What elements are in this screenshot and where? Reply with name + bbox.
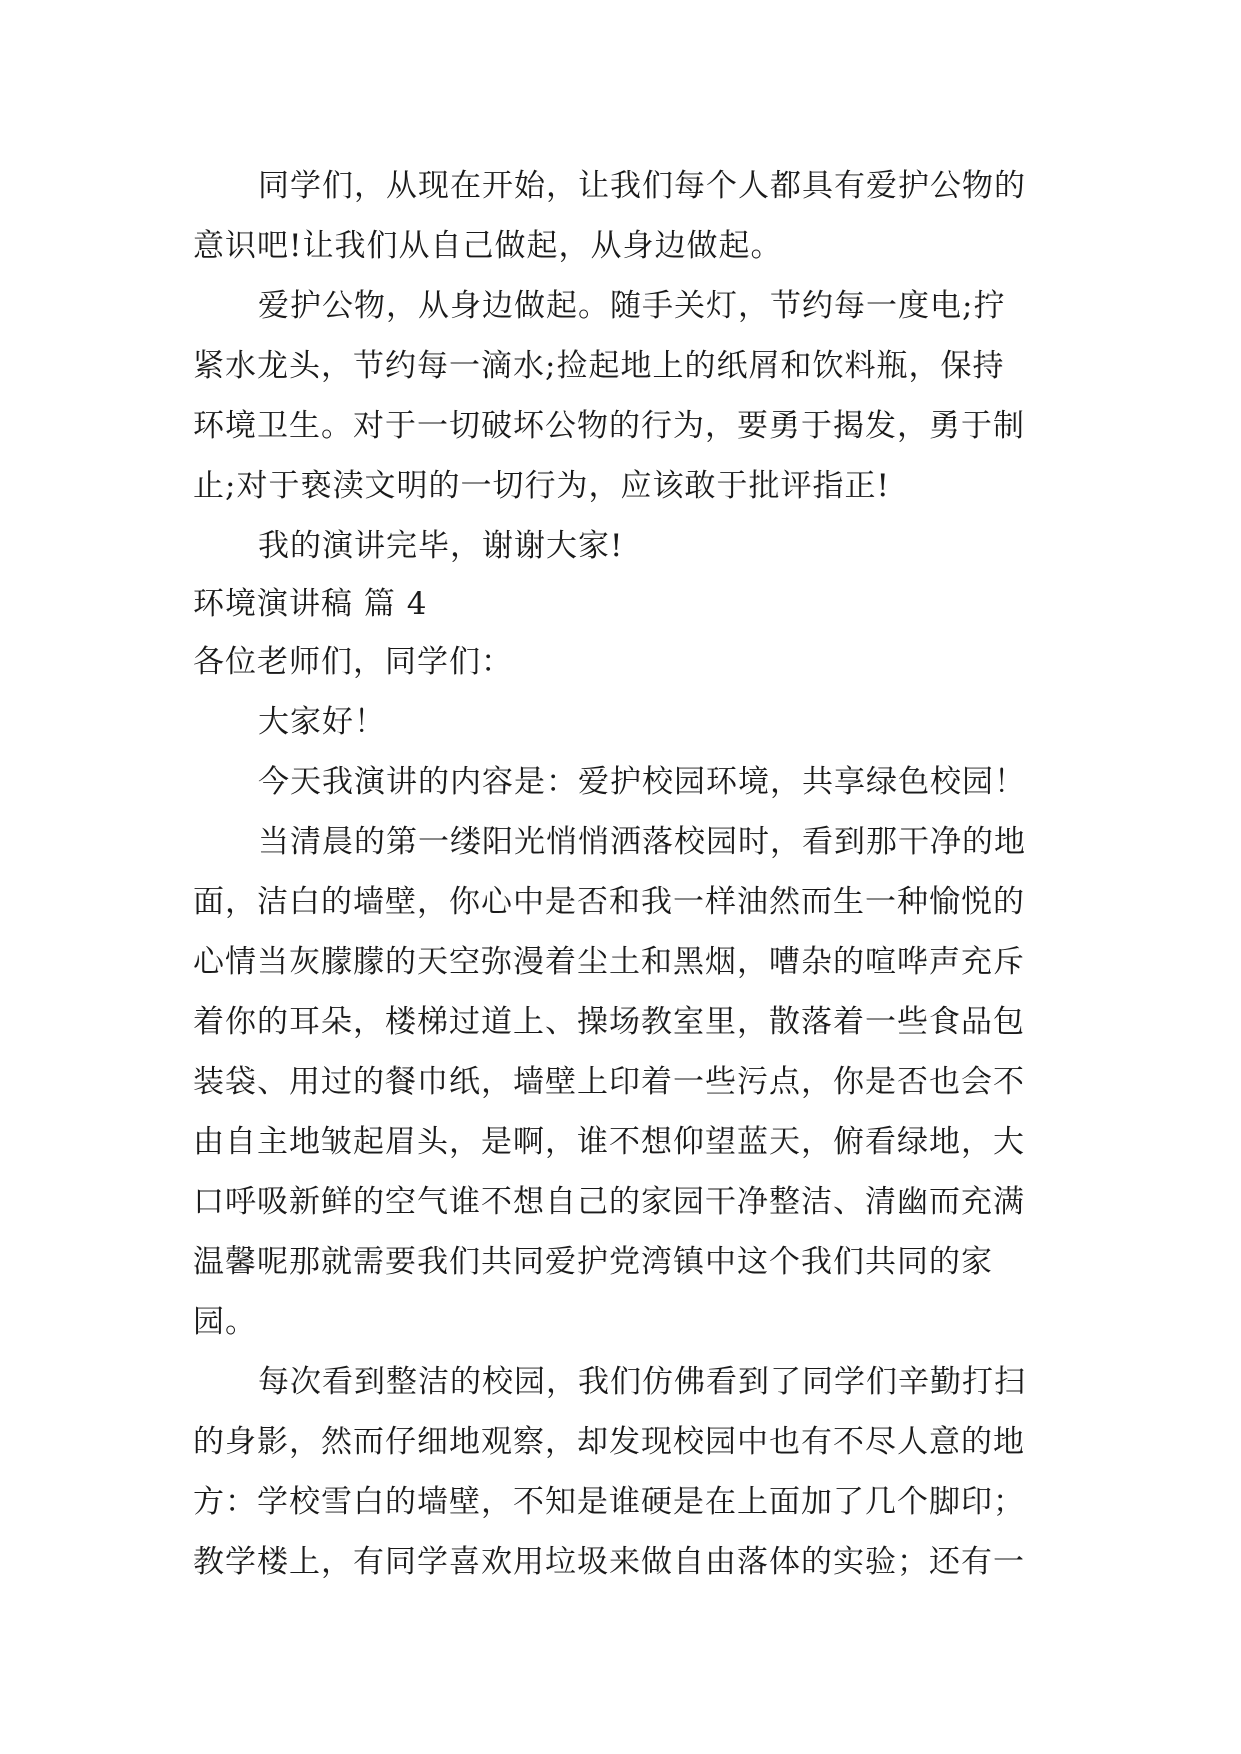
paragraph-line: 装袋、用过的餐巾纸，墙壁上印着一些污点，你是否也会不 (193, 1064, 1025, 1100)
salutation: 各位老师们，同学们： (193, 644, 513, 680)
paragraph-line: 由自主地皱起眉头，是啊，谁不想仰望蓝天，俯看绿地，大 (193, 1124, 1025, 1160)
paragraph-line: 紧水龙头，节约每一滴水;捡起地上的纸屑和饮料瓶，保持 (193, 348, 1005, 384)
paragraph-line: 园。 (193, 1304, 257, 1340)
paragraph-line: 环境卫生。对于一切破坏公物的行为，要勇于揭发，勇于制 (193, 408, 1025, 444)
paragraph-line: 爱护公物，从身边做起。随手关灯，节约每一度电;拧 (258, 288, 1006, 324)
paragraph-line: 方：学校雪白的墙壁，不知是谁硬是在上面加了几个脚印； (193, 1484, 1025, 1520)
paragraph-line: 温馨呢那就需要我们共同爱护党湾镇中这个我们共同的家 (193, 1244, 993, 1280)
paragraph-line: 当清晨的第一缕阳光悄悄洒落校园时，看到那干净的地 (258, 824, 1026, 860)
paragraph-line: 同学们，从现在开始，让我们每个人都具有爱护公物的 (258, 168, 1026, 204)
paragraph-line: 今天我演讲的内容是：爱护校园环境，共享绿色校园！ (258, 764, 1026, 800)
paragraph-line: 止;对于亵渎文明的一切行为，应该敢于批评指正! (193, 468, 890, 504)
paragraph-line: 的身影，然而仔细地观察，却发现校园中也有不尽人意的地 (193, 1424, 1025, 1460)
paragraph-line: 着你的耳朵，楼梯过道上、操场教室里，散落着一些食品包 (193, 1004, 1025, 1040)
paragraph-line: 每次看到整洁的校园，我们仿佛看到了同学们辛勤打扫 (258, 1364, 1026, 1400)
section-heading: 环境演讲稿 篇 4 (193, 586, 428, 622)
paragraph-line: 教学楼上，有同学喜欢用垃圾来做自由落体的实验；还有一 (193, 1544, 1025, 1580)
greeting: 大家好！ (258, 704, 386, 740)
paragraph-line: 我的演讲完毕，谢谢大家! (258, 528, 624, 564)
paragraph-line: 面，洁白的墙壁，你心中是否和我一样油然而生一种愉悦的 (193, 884, 1025, 920)
paragraph-line: 意识吧!让我们从自己做起，从身边做起。 (193, 228, 783, 264)
paragraph-line: 口呼吸新鲜的空气谁不想自己的家园干净整洁、清幽而充满 (193, 1184, 1025, 1220)
paragraph-line: 心情当灰朦朦的天空弥漫着尘土和黑烟，嘈杂的喧哗声充斥 (193, 944, 1025, 980)
